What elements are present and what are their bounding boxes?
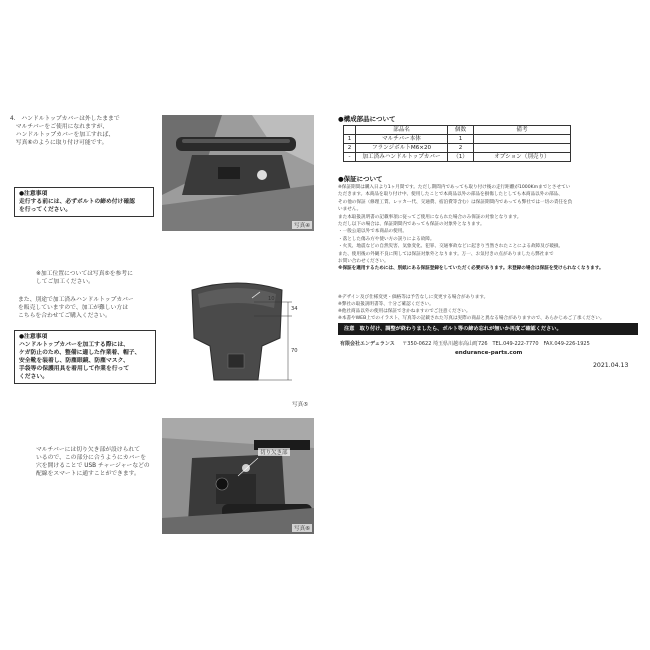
table-row: 2 フランジボルトM6×20 2: [344, 144, 571, 153]
warranty-text: ※保証期間は購入日より1ヶ月間です。ただし期間内であっても取り付け後の走行距離が1000Kmまでとさせてい ただきます。本商品を取り付け中、使用したことで本商品以外の部品を損傷したとしても本商品以外の部品、 その他の保証（修理工賃、レッカー代、交通費、宿泊費等含む）は保証期間内であっても弊社では一切の責任を負 いません。 また本取扱説明書の記載事項に従ってご使用になられた場合のみ保証の対象となります。 ただし以下の場合は、保証期間内であっても保証の対象外となります。 ・一般公道以外で本商品の使用。 ・落とした傷み方や使い方の誤りによる故障。 ・火災、地震などの自然災害、気象変化、犯罪、交通事故などに起きり当然されたことによる故障及び破損。 また、使用後の外観不良に関しては保証対象外となります。万一、お気付きの点がありましたら弊社まで お問い合わせください。 ※保証を適用するためには、別紙にある保証登録をしていただく必要があります。未登録の場合は保証を受けられなくなります。: [338, 185, 604, 272]
step4-text: 4. ハンドルトップカバーは外したままで マルチバーをご使用になれますが、 ハンドルトップカバーを加工すれば、 写真⑥のように取り付け可能です。: [10, 116, 120, 146]
note-cutout-text: マルチバーには切り欠き部が設けられて いるので、この部分に合うようにカバーを 穴を開けることで USB チャージャーなどの 配線をスマートに通すことができます。: [36, 447, 150, 477]
caution-box-1: ●注意事項 走行する前には、必ずボルトの締め付け確認 を行ってください。: [14, 187, 154, 217]
caution-box-2: ●注意事項 ハンドルトップカバーを加工する際には、 ケガ防止のため、整備に適した作業着、帽子、 安全靴を装着し、防塵眼鏡、防塵マスク、 手袋等の保護用具を着用して作業を行って ください。: [14, 330, 156, 384]
photo-handlebar-top: 写真④: [162, 115, 314, 231]
design-notes: ※デザイン及び仕様変更・価格等は予告なしに変更する場合があります。 ※弊社の取扱説明書等、十分ご確認ください。 ※他社商品以外の使用は保証できかねますのでご注意ください。 ※本書やWEB上でのイラスト、写真等の記載された写真は実際の商品と異なる場合がありますので、あらかじめご了承ください。: [338, 295, 605, 321]
company-website: endurance-parts.com: [455, 350, 523, 356]
warranty-section-title: ●保証について: [338, 175, 383, 183]
parts-section-title: ●構成部品について: [338, 115, 396, 123]
multibar-installed-illustration: [162, 418, 314, 534]
parts-table-header: 部品名 個数 備考: [344, 126, 571, 135]
handle-cover-illustration: [162, 268, 314, 408]
dim-34: 34: [291, 306, 298, 312]
parts-table: [343, 125, 571, 162]
warranty-registration-note: ※保証を適用するためには、別紙にある保証登録をしていただく必要があります。未登録の場合は保証を受けられなくなります。: [338, 266, 604, 272]
company-address: 〒350-0622 埼玉県川越市高山町726 TEL.049-222-7770 FAX.049-226-1925: [402, 341, 590, 347]
motorcycle-handlebar-illustration: [162, 115, 314, 231]
notice-bar: 注意 取り付け、調整が終わりましたら、ボルト等の締め忘れが無いか再度ご確認ください。: [338, 323, 638, 335]
dim-70: 70: [291, 348, 298, 354]
photo-multibar-installed: 切り欠き部 写真⑥: [162, 418, 314, 534]
document-date: 2021.04.13: [593, 362, 629, 369]
company-info: [340, 340, 590, 348]
cutout-label: 切り欠き部: [260, 450, 288, 456]
note-sale-text: また、別途で加工済みハンドルトップカバー を販売していますので、加工が難しい方は こちらを合わせてご購入ください。: [18, 297, 134, 319]
dim-10: 10: [268, 296, 275, 302]
table-row: 1 マルチバー本体 1: [344, 135, 571, 144]
company-name: 有限会社エンデュランス: [340, 341, 395, 347]
note-position-text: ※加工位置については写真⑤を参考に してご加工ください。: [36, 271, 133, 285]
photo-cover-dimensions: 10 34 70 写真⑤: [162, 268, 314, 408]
table-row: - 加工済みハンドルトップカバー （1） オプション（別売り）: [344, 153, 571, 162]
